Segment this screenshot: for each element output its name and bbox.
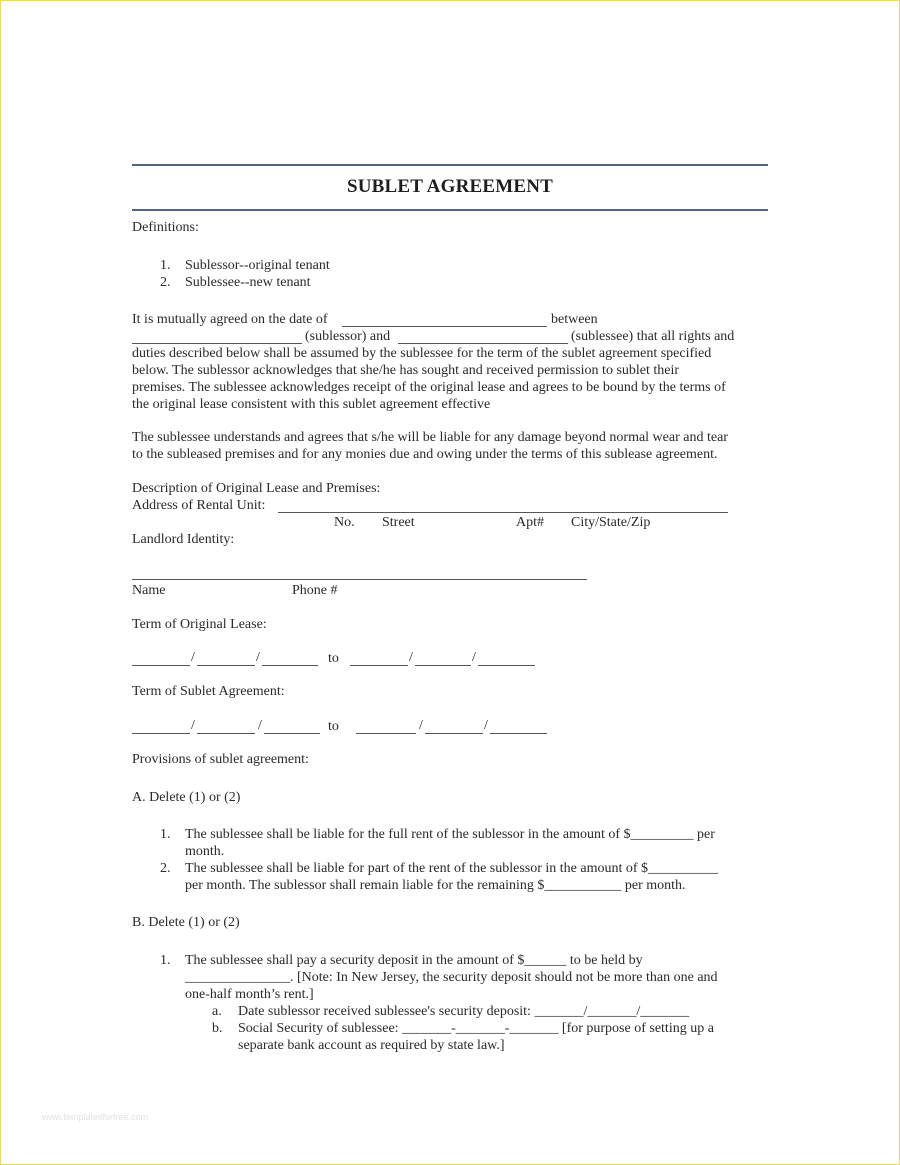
agreement-line: the original lease consistent with this sublet agreement effective	[132, 397, 491, 412]
definition-text: Sublessor--original tenant	[185, 258, 330, 273]
date-separator: /	[256, 650, 260, 665]
original-end-year-field[interactable]	[478, 665, 535, 666]
definition-number: 2.	[160, 275, 171, 290]
sublet-start-month-field[interactable]	[132, 733, 190, 734]
original-start-day-field[interactable]	[197, 665, 255, 666]
original-start-year-field[interactable]	[262, 665, 318, 666]
title-rule-bottom	[132, 209, 768, 211]
section-b-label: B. Delete (1) or (2)	[132, 915, 240, 930]
provision-text: The sublessee shall pay a security deposit in the amount of $______ to be held by	[185, 953, 643, 968]
sub-item-letter: a.	[212, 1004, 222, 1019]
sublet-start-year-field[interactable]	[264, 733, 320, 734]
sublet-start-day-field[interactable]	[197, 733, 255, 734]
name-label: Name	[132, 583, 166, 598]
to-label: to	[328, 719, 339, 734]
liability-line: to the subleased premises and for any monies due and owing under the terms of this sublease agreement.	[132, 447, 718, 462]
to-label: to	[328, 651, 339, 666]
provision-number: 1.	[160, 953, 171, 968]
date-separator: /	[191, 650, 195, 665]
agreement-paragraph	[132, 345, 772, 413]
term-original-label: Term of Original Lease:	[132, 617, 267, 632]
sub-item-letter: b.	[212, 1021, 223, 1036]
address-label: Address of Rental Unit:	[132, 498, 266, 513]
agreement-date-field[interactable]	[342, 326, 547, 327]
sub-item-text: Date sublessor received sublessee's security deposit: _______/_______/_______	[238, 1004, 690, 1019]
date-separator: /	[472, 650, 476, 665]
date-separator: /	[191, 718, 195, 733]
original-start-month-field[interactable]	[132, 665, 190, 666]
agreement-text: (sublessee) that all rights and	[571, 329, 735, 344]
provision-text: one-half month’s rent.]	[185, 987, 314, 1002]
date-separator: /	[484, 718, 488, 733]
sublet-end-month-field[interactable]	[356, 733, 416, 734]
landlord-field[interactable]	[132, 579, 587, 580]
landlord-label: Landlord Identity:	[132, 532, 235, 547]
definition-text: Sublessee--new tenant	[185, 275, 311, 290]
phone-label: Phone #	[292, 583, 338, 598]
provision-number: 2.	[160, 861, 171, 876]
title-rule-top	[132, 164, 768, 166]
description-label: Description of Original Lease and Premises:	[132, 481, 381, 496]
agreement-text: It is mutually agreed on the date of	[132, 312, 328, 327]
date-separator: /	[258, 718, 262, 733]
sub-item-text: separate bank account as required by state law.]	[238, 1038, 505, 1053]
address-col-apt: Apt#	[516, 515, 544, 530]
liability-paragraph	[132, 429, 772, 463]
provision-text: month.	[185, 844, 225, 859]
section-a-label: A. Delete (1) or (2)	[132, 790, 241, 805]
date-separator: /	[419, 718, 423, 733]
original-end-month-field[interactable]	[350, 665, 408, 666]
address-field[interactable]	[278, 512, 728, 513]
address-col-street: Street	[382, 515, 415, 530]
provision-text: The sublessee shall be liable for the full rent of the sublessor in the amount of $_________ per	[185, 827, 715, 842]
liability-line: The sublessee understands and agrees that s/he will be liable for any damage beyond normal wear and tear	[132, 430, 728, 445]
agreement-line: premises. The sublessee acknowledges receipt of the original lease and agrees to be bound by the terms of	[132, 380, 726, 395]
provision-text: _______________. [Note: In New Jersey, the security deposit should not be more than one and	[185, 970, 718, 985]
date-separator: /	[409, 650, 413, 665]
sublessor-name-field[interactable]	[132, 343, 302, 344]
provisions-label: Provisions of sublet agreement:	[132, 752, 309, 767]
sub-item-text: Social Security of sublessee: _______-_______-_______ [for purpose of setting up a	[238, 1021, 714, 1036]
address-col-city: City/State/Zip	[571, 515, 651, 530]
agreement-line: duties described below shall be assumed by the sublessee for the term of the sublet agreement specified	[132, 346, 712, 361]
provision-text: per month. The sublessor shall remain liable for the remaining $___________ per month.	[185, 878, 686, 893]
definitions-label: Definitions:	[132, 220, 199, 235]
sublessee-name-field[interactable]	[398, 343, 568, 344]
agreement-text: between	[551, 312, 598, 327]
definition-number: 1.	[160, 258, 171, 273]
address-col-no: No.	[334, 515, 355, 530]
watermark: www.templatesforfree.com	[42, 1112, 149, 1122]
term-sublet-label: Term of Sublet Agreement:	[132, 684, 285, 699]
original-end-day-field[interactable]	[415, 665, 471, 666]
sublet-end-year-field[interactable]	[490, 733, 547, 734]
provision-number: 1.	[160, 827, 171, 842]
document-title: SUBLET AGREEMENT	[346, 176, 554, 197]
provision-text: The sublessee shall be liable for part of the rent of the sublessor in the amount of $__________	[185, 861, 719, 876]
agreement-line: below. The sublessor acknowledges that she/he has sought and received permission to sublet their	[132, 363, 680, 378]
sublet-end-day-field[interactable]	[425, 733, 483, 734]
agreement-text: (sublessor) and	[305, 329, 391, 344]
